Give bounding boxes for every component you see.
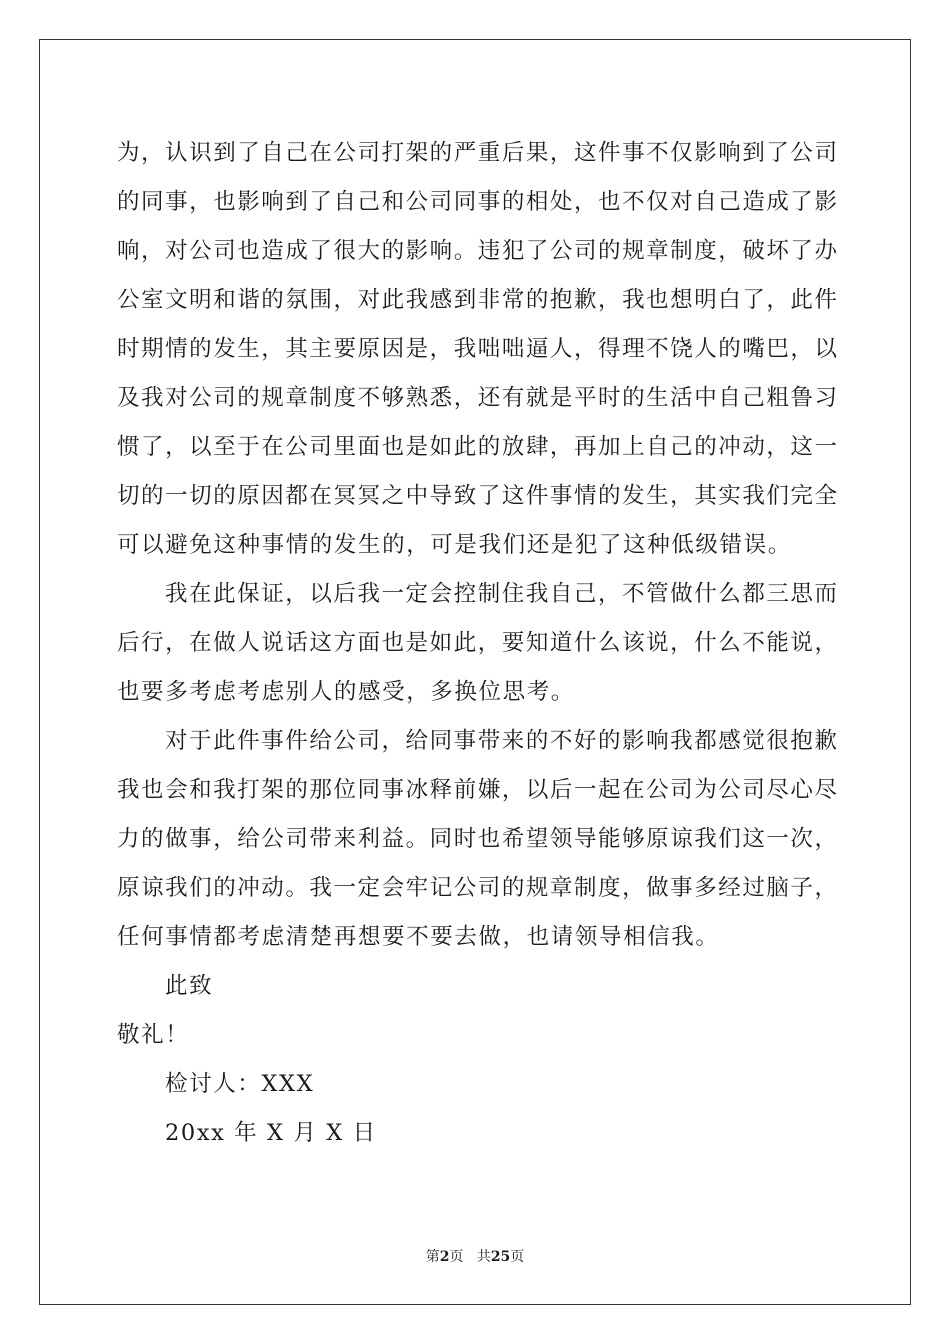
page-footer: [0, 1246, 950, 1266]
closing-salutation: 此致: [165, 973, 214, 999]
paragraph-1-line: 及我对公司的规章制度不够熟悉，还有就是平时的生活中自己粗鲁习: [117, 385, 837, 411]
paragraph-2-line: 也要多考虑考虑别人的感受，多换位思考。: [117, 679, 575, 705]
paragraph-3-line: 我也会和我打架的那位同事冰释前嫌，以后一起在公司为公司尽心尽: [117, 777, 837, 803]
paragraph-3-line: 对于此件事件给公司，给同事带来的不好的影响我都感觉很抱歉: [165, 728, 837, 754]
signer-line: 检讨人：XXX: [165, 1071, 315, 1097]
date-line: 20xx 年 X 月 X 日: [165, 1120, 377, 1146]
paragraph-1-line: 为，认识到了自己在公司打架的严重后果，这件事不仅影响到了公司: [117, 140, 837, 166]
total-unit: 页: [510, 1249, 525, 1265]
paragraph-1-line: 切的一切的原因都在冥冥之中导致了这件事情的发生，其实我们完全: [117, 483, 837, 509]
page-unit: 页: [449, 1249, 464, 1265]
paragraph-1-line: 公室文明和谐的氛围，对此我感到非常的抱歉，我也想明白了，此件: [117, 287, 837, 313]
paragraph-3-line: 原谅我们的冲动。我一定会牢记公司的规章制度，做事多经过脑子，: [117, 875, 837, 901]
paragraph-1-line: 的同事，也影响到了自己和公司同事的相处，也不仅对自己造成了影: [117, 189, 837, 215]
paragraph-2-line: 我在此保证，以后我一定会控制住我自己，不管做什么都三思而: [165, 581, 837, 607]
total-prefix: 共: [476, 1249, 491, 1265]
paragraph-3-line: 力的做事，给公司带来利益。同时也希望领导能够原谅我们这一次，: [117, 826, 837, 852]
paragraph-1-line: 可以避免这种事情的发生的，可是我们还是犯了这种低级错误。: [117, 532, 792, 558]
letter-body: [117, 129, 837, 1158]
page-prefix: 第: [425, 1249, 440, 1265]
paragraph-1-line: 响，对公司也造成了很大的影响。违犯了公司的规章制度，破坏了办: [117, 238, 837, 264]
paragraph-3-line: 任何事情都考虑清楚再想要不要去做，也请领导相信我。: [117, 924, 720, 950]
paragraph-2-line: 后行，在做人说话这方面也是如此，要知道什么该说，什么不能说，: [117, 630, 837, 656]
total-pages: 25: [490, 1249, 511, 1265]
page-number: 2: [439, 1249, 450, 1265]
paragraph-1-line: 时期情的发生，其主要原因是，我咄咄逼人，得理不饶人的嘴巴，以: [117, 336, 837, 362]
paragraph-1-line: 惯了，以至于在公司里面也是如此的放肆，再加上自己的冲动，这一: [117, 434, 837, 460]
closing-regards: 敬礼！: [117, 1022, 190, 1048]
